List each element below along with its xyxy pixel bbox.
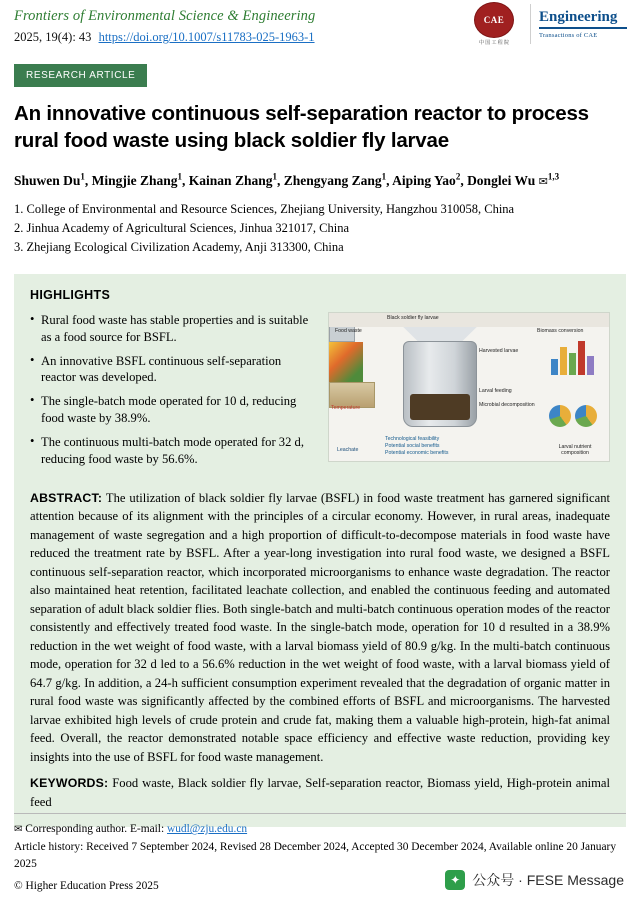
author-name: Donglei Wu — [467, 172, 536, 188]
author-item: Shuwen Du$^1$, — [14, 171, 92, 188]
engineering-logo-sub: Transactions of CAE — [539, 31, 598, 39]
abstract-text: The utilization of black soldier fly larvae (BSFL) in food waste treatment has garnered significant attention because of its alignment with the principles of a circular economy. However, in rural areas, inadequate management of waste segregation and a high proportion of difficult-to-decompose materials in food waste have reduced the treatment rate by BSFL. After a year-long investigation into rural food waste, we designed a BSFL continuous self-separation reactor, which incorporated microorganisms to enhance waste degradation. The reactor also maintained heat retention, facilitated leachate collection, and enabled the continuous feeding and automated separation of adult black soldier flies. Both single-batch and multi-batch continuous operation modes of the reactor consistently and effectively treated food waste. In the single-batch mode, operation for 10 d resulted in a 38.9% reduction in the wet weight of food waste, with a larval biomass yield of 80.9 g/kg. In the multi-batch continuous mode, operation for 32 d led to a 56.6% reduction in the wet weight of food waste, with a larval biomass yield of 64.7 g/kg. In addition, a 24-h sufficient consumption experiment revealed that the degradation of organic matter in rural food waste was significantly affected by the combined efforts of BSFL and microorganisms. The harvested larvae exhibited high levels of crude protein and crude fat, making them a valuable high-protein, high-fat animal feed. Overall, the reactor demonstrated notable space efficiency and effective waste reduction, providing key insights into the use of BSFL for food waste management. — [30, 490, 611, 764]
keywords-text: Food waste, Black soldier fly larvae, Self-separation reactor, Biomass yield, High-protein animal feed — [30, 776, 610, 809]
author-affil-marker: 1,3 — [547, 171, 560, 182]
corresponding-author-line — [14, 821, 626, 837]
envelope-icon: ✉ — [14, 824, 23, 836]
article-type-badge: RESEARCH ARTICLE — [14, 64, 147, 87]
masthead — [14, 0, 626, 58]
author-affil-marker: 2 — [455, 171, 461, 182]
article-history: Article history: Received 7 September 2024, Revised 28 December 2024, Accepted 30 December 2024, Available online 20 January 2025 — [14, 841, 617, 870]
corresponding-author-label: Corresponding author. E-mail: — [25, 823, 165, 836]
ga-bullet-item: Potential social benefits — [385, 442, 440, 449]
ga-bullet-item: Potential economic benefits — [385, 449, 449, 456]
author-name: Mingjie Zhang — [91, 172, 178, 188]
graphical-abstract-header-band — [329, 313, 609, 327]
affiliation-item: 1. College of Environmental and Resource Sciences, Zhejiang University, Hangzhou 310058, China — [14, 201, 515, 216]
cae-logo — [464, 2, 524, 46]
ga-label-bsf: Black soldier fly larvae — [387, 314, 439, 321]
author-item: Mingjie Zhang$^1$, — [91, 171, 189, 188]
highlights-heading: HIGHLIGHTS — [30, 287, 111, 302]
food-waste-photo — [329, 342, 363, 382]
author-affil-marker: 1 — [80, 171, 85, 182]
biomass-bar-chart — [549, 335, 603, 375]
abstract-label: ABSTRACT: — [30, 490, 103, 505]
ga-label-larval-nutrient-composition: Larval nutrient composition — [558, 444, 592, 457]
cae-logo-caption: 中 国 工 程 院 — [478, 41, 509, 46]
ga-label-larval-feeding: Larval feeding — [479, 387, 512, 394]
engineering-logo-rule — [539, 27, 627, 29]
engineering-logo-name: Engineering — [539, 8, 618, 25]
author-name: Zhengyang Zang — [283, 172, 382, 188]
author-name: Shuwen Du — [14, 172, 81, 188]
ga-bullet-item: Technological feasibility — [385, 435, 440, 442]
highlight-item: • Rural food waste has stable properties and is suitable as a food source for BSFL. — [30, 312, 316, 346]
cae-logo-text: CAE — [483, 15, 505, 25]
abstract-section — [30, 489, 610, 767]
larval-nutrient-pies — [549, 405, 603, 439]
affiliation-item: 3. Zhejiang Ecological Civilization Academy, Anji 313300, China — [14, 240, 344, 255]
watermark — [445, 870, 624, 890]
author-affil-marker: 1 — [272, 171, 277, 182]
highlights-box — [14, 274, 626, 828]
highlight-item: • The continuous multi-batch mode operated for 32 d, reducing food waste by 56.6%. — [30, 434, 316, 468]
author-name: Kainan Zhang — [188, 172, 273, 188]
highlight-item: • An innovative BSFL continuous self-separation reactor was developed. — [30, 353, 316, 387]
ga-label-food-waste: Food waste — [335, 327, 362, 334]
author-item: Zhengyang Zang$^1$, — [283, 171, 393, 188]
watermark-text: 公众号 · FESE Message — [472, 872, 624, 888]
ga-label-temperature: Temperature — [331, 404, 361, 411]
publisher-logos — [464, 2, 626, 46]
ga-label-biomass-conversion: Biomass conversion — [537, 327, 584, 334]
doi-link[interactable]: https://doi.org/10.1007/s11783-025-1963-1 — [98, 30, 315, 44]
cae-seal-icon — [474, 2, 514, 38]
affiliations — [14, 200, 626, 258]
keywords-label: KEYWORDS: — [30, 776, 109, 791]
highlights-list — [30, 312, 316, 475]
author-item-corresponding — [467, 173, 559, 188]
reactor-vessel — [403, 341, 477, 427]
author-affil-marker: 1 — [381, 171, 387, 182]
watermark-badge-icon: ✦ — [445, 870, 465, 890]
nutrient-pie-icon — [575, 405, 597, 427]
ga-label-leachate: Leachate — [337, 446, 359, 453]
page-title: An innovative continuous self-separation reactor to process rural food waste using black soldier fly larvae — [14, 102, 589, 152]
graphical-abstract-figure — [328, 312, 610, 462]
author-item: Aiping Yao$^2$, — [392, 171, 468, 188]
ga-benefit-bullets — [385, 436, 448, 457]
affiliation-item: 2. Jinhua Academy of Agricultural Sciences, Jinhua 321017, China — [14, 221, 350, 236]
highlight-item: • The single-batch mode operated for 10 d, reducing food waste by 38.9%. — [30, 393, 316, 427]
author-item: Kainan Zhang$^1$, — [188, 171, 284, 188]
copyright-line: © Higher Education Press 2025 — [14, 879, 159, 892]
ga-label-microbial-decomposition: Microbial decomposition — [479, 401, 535, 408]
engineering-logo — [530, 4, 626, 44]
corresponding-email-link[interactable]: wudl@zju.edu.cn — [167, 823, 248, 836]
author-name: Aiping Yao — [392, 172, 456, 188]
keywords-section — [30, 774, 610, 811]
nutrient-pie-icon — [549, 405, 571, 427]
author-list — [14, 170, 626, 190]
ga-label-harvested-larvae: Harvested larvae — [479, 347, 519, 354]
citation-text: 2025, 19(4): 43 — [14, 30, 92, 44]
envelope-icon: ✉ — [538, 175, 548, 188]
journal-title: Frontiers of Environmental Science & Engineering — [14, 8, 316, 24]
author-affil-marker: 1 — [177, 171, 183, 182]
